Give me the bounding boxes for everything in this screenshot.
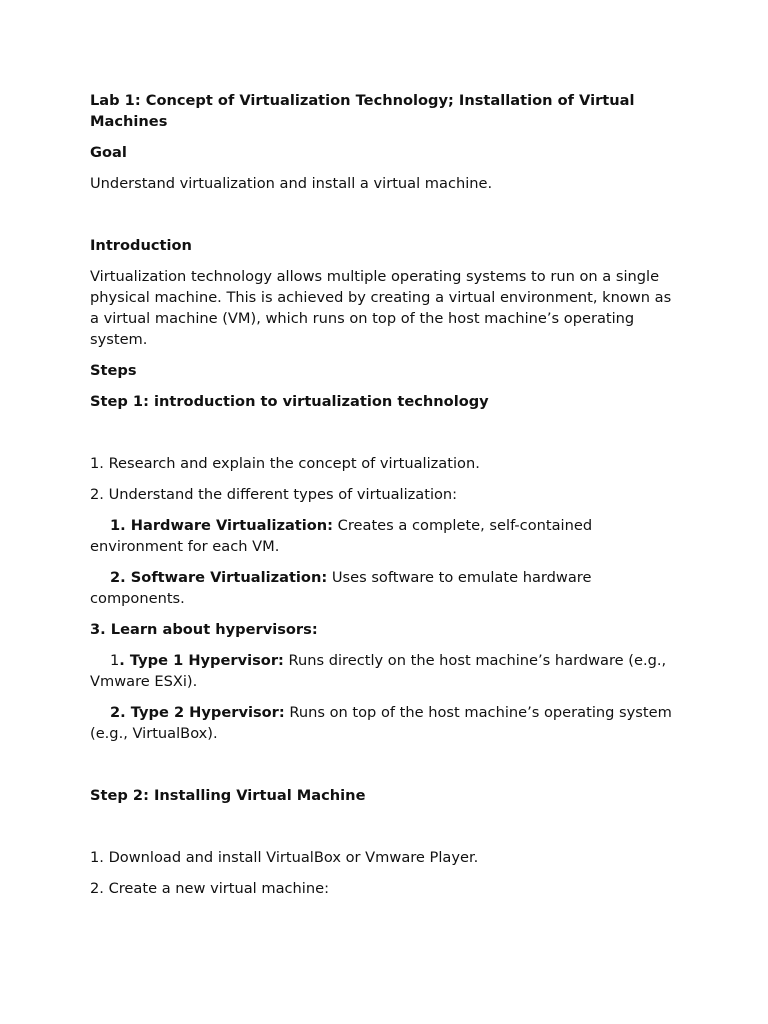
- goal-text: Understand virtualization and install a virtual machine.: [90, 175, 493, 192]
- hardware-virtualization-item: [90, 515, 678, 557]
- goal-heading: Goal: [90, 144, 127, 161]
- software-virtualization-item: [90, 567, 678, 609]
- step2-heading: Step 2: Installing Virtual Machine: [90, 787, 366, 804]
- document-title: Lab 1: Concept of Virtualization Technology; Installation of Virtual Machines: [90, 92, 635, 130]
- type2-hypervisor-label: 2. Type 2 Hypervisor:: [110, 704, 285, 721]
- introduction-heading: Introduction: [90, 237, 192, 254]
- steps-heading: Steps: [90, 362, 137, 379]
- hardware-virtualization-text: Creates a complete, self-contained environment for each VM.: [90, 517, 593, 555]
- step1-item-types: 2. Understand the different types of virtualization:: [90, 486, 458, 503]
- step1-heading: Step 1: introduction to virtualization technology: [90, 393, 489, 410]
- type1-hypervisor-number: 1: [110, 652, 120, 669]
- blank-line: [90, 754, 678, 785]
- step1-item-hypervisors: 3. Learn about hypervisors:: [90, 621, 318, 638]
- introduction-text: Virtualization technology allows multiple operating systems to run on a single physical machine. This is achieved by creating a virtual environment, known as a virtual machine (VM), which runs on top of the host machine’s operating system.: [90, 268, 672, 348]
- type2-hypervisor-item: [90, 702, 678, 744]
- blank-line: [90, 816, 678, 847]
- blank-line: [90, 204, 678, 235]
- type1-hypervisor-label: . Type 1 Hypervisor:: [119, 652, 284, 669]
- blank-line: [90, 422, 678, 453]
- step2-item-download: 1. Download and install VirtualBox or Vmware Player.: [90, 849, 479, 866]
- hardware-virtualization-label: 1. Hardware Virtualization:: [110, 517, 334, 534]
- software-virtualization-text: Uses software to emulate hardware components.: [90, 569, 592, 607]
- software-virtualization-label: 2. Software Virtualization:: [110, 569, 328, 586]
- type1-hypervisor-text: Runs directly on the host machine’s hardware (e.g., Vmware ESXi).: [90, 652, 667, 690]
- step1-item-research: 1. Research and explain the concept of virtualization.: [90, 455, 480, 472]
- step2-item-create: 2. Create a new virtual machine:: [90, 880, 330, 897]
- type2-hypervisor-text: Runs on top of the host machine’s operating system (e.g., VirtualBox).: [90, 704, 672, 742]
- type1-hypervisor-item: [90, 650, 678, 692]
